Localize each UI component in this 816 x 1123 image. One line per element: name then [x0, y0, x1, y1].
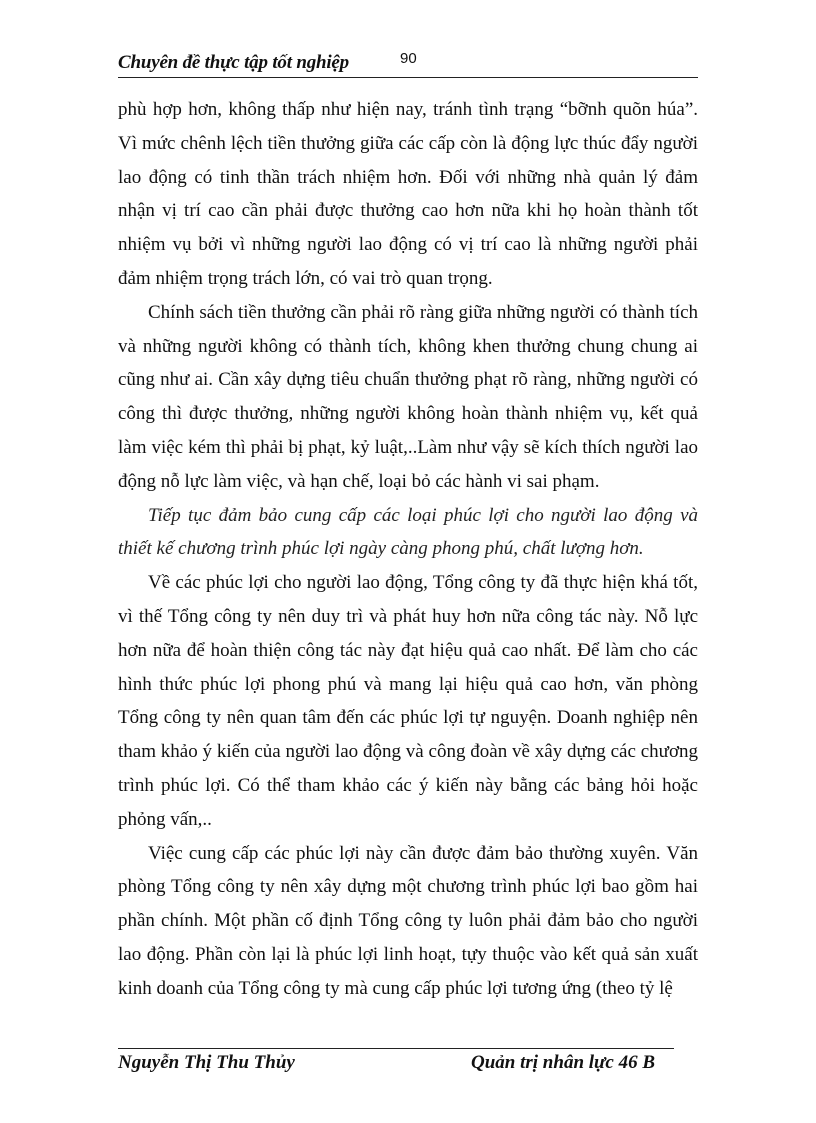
header-title: Chuyên đề thực tập tốt nghiệp [118, 52, 349, 73]
header-divider [118, 77, 698, 78]
paragraph-welfare: Về các phúc lợi cho người lao động, Tổng công ty đã thực hiện khá tốt, vì thế Tổng công ty nên duy trì và phát huy hơn nữa công tác này. Nỗ lực hơn nữa để hoàn thiện công tác này đạt hiệu quả cao nhất. Để làm cho các hình thức phúc lợi phong phú và mang lại hiệu quả cao hơn, văn phòng Tổng công ty nên quan tâm đến các phúc lợi tự nguyện. Doanh nghiệp nên tham khảo ý kiến của người lao động và công đoàn về xây dựng các chương trình phúc lợi. Có thể tham khảo các ý kiến này bằng các bảng hỏi hoặc phỏng vấn,.. [118, 572, 698, 830]
footer-author: Nguyễn Thị Thu Thủy [118, 1052, 295, 1073]
paragraph-continuation: phù hợp hơn, không thấp như hiện nay, tránh tình trạng “bỡnh quõn húa”. Vì mức chênh lệch tiền thưởng giữa các cấp còn là động lực thúc đẩy người lao động có tinh thần trách nhiệm hơn. Đối với những nhà quản lý đảm nhận vị trí cao cần phải được thưởng cao hơn nữa khi họ hoàn thành tốt nhiệm vụ bởi vì những người lao động có vị trí cao là những người phải đảm nhiệm trọng trách lớn, có vai trò quan trọng. [118, 99, 698, 289]
paragraph-welfare-program: Việc cung cấp các phúc lợi này cần được đảm bảo thường xuyên. Văn phòng Tổng công ty nên xây dựng một chương trình phúc lợi bao gồm hai phần chính. Một phần cố định Tổng công ty luôn phải đảm bảo cho người lao động. Phần còn lại là phúc lợi linh hoạt, tựy thuộc vào kết quả sản xuất kinh doanh của Tổng công ty mà cung cấp phúc lợi tương ứng (theo tỷ lệ [118, 842, 698, 999]
page-header [118, 52, 698, 78]
section-heading-welfare: Tiếp tục đảm bảo cung cấp các loại phúc lợi cho người lao động và thiết kế chương trình phúc lợi ngày càng phong phú, chất lượng hơn. [118, 504, 698, 560]
footer-class: Quản trị nhân lực 46 B [471, 1052, 656, 1073]
page-number: 90 [400, 50, 417, 67]
body-text [118, 93, 698, 1006]
paragraph-bonus-policy: Chính sách tiền thưởng cần phải rõ ràng giữa những người có thành tích và những người không có thành tích, không khen thưởng chung chung ai cũng như ai. Cần xây dựng tiêu chuẩn thưởng phạt rõ ràng, những người có công thì được thưởng, những người không hoàn thành nhiệm vụ, kết quả làm việc kém thì phải bị phạt, kỷ luật,..Làm như vậy sẽ kích thích người lao động nỗ lực làm việc, và hạn chế, loại bỏ các hành vi sai phạm. [118, 301, 698, 492]
footer-divider [118, 1048, 674, 1049]
